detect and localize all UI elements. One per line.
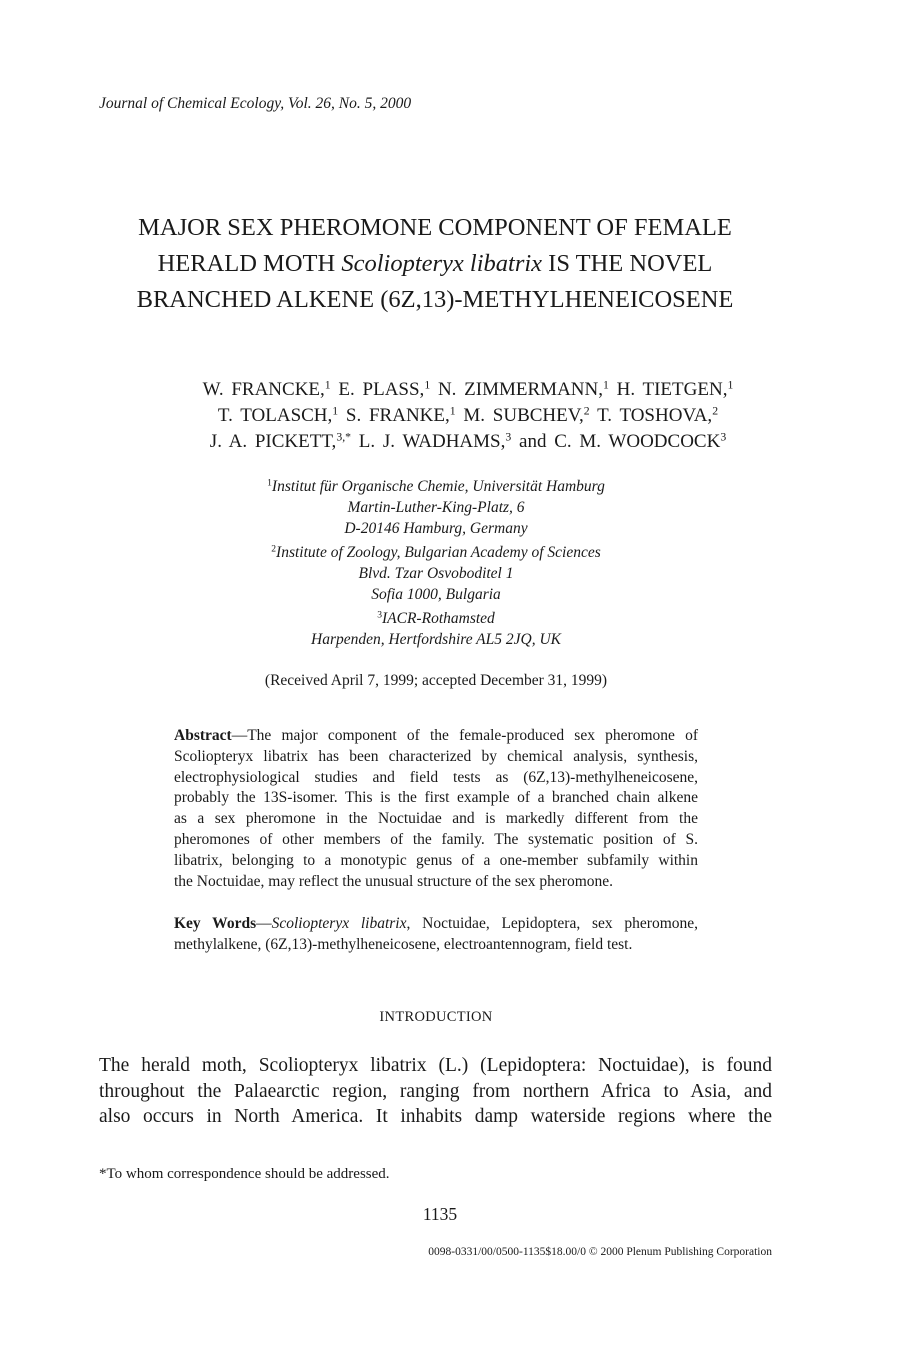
title-line-2: HERALD MOTH Scoliopteryx libatrix IS THE NOVEL — [157, 250, 713, 277]
intro-line: The herald moth, Scoliopteryx libatrix (L.) (Lepidoptera: Noctuidae), is found — [99, 1055, 772, 1076]
title-line-3: BRANCHED ALKENE (6Z,13)-METHYLHENEICOSENE — [136, 286, 734, 313]
author: T. TOSHOVA,$^2$ — [597, 404, 719, 426]
author-line-1 — [60, 377, 876, 403]
footnote: *To whom correspondence should be addressed. — [99, 1166, 390, 1182]
author: T. TOLASCH,$^1$ — [217, 404, 339, 426]
key-words-line: methylalkene, (6Z,13)-methylheneicosene, electroantennogram, field test. — [174, 936, 633, 953]
abstract-line: the Noctuidae, may reflect the unusual structure of the sex pheromone. — [174, 872, 614, 890]
author-line-3 — [60, 429, 876, 455]
key-words-line: Key Words—Scoliopteryx libatrix, Noctuidae, Lepidoptera, sex pheromone, — [174, 915, 699, 932]
intro-line: also occurs in North America. It inhabits damp waterside regions where the — [99, 1106, 772, 1127]
author: M. SUBCHEV,$^2$ — [463, 404, 590, 426]
author: J. A. PICKETT,$^{3,*}$ — [209, 430, 352, 452]
abstract-line: electrophysiological studies and field tests as (6Z,13)-methylheneicosene, — [174, 768, 698, 786]
author: E. PLASS,$^1$ — [338, 378, 431, 400]
author-line-2 — [60, 403, 876, 429]
affiliation-3: $^3$IACR-Rothamsted Harpenden, Hertfordshire AL5 2JQ, UK — [311, 609, 561, 648]
abstract — [174, 726, 698, 892]
affiliations — [136, 476, 736, 653]
title-line-1: MAJOR SEX PHEROMONE COMPONENT OF FEMALE — [138, 214, 732, 241]
journal-header: Journal of Chemical Ecology, Vol. 26, No. 5, 2000 — [99, 95, 412, 112]
key-words-label: Key Words — [174, 915, 257, 932]
introduction-text — [99, 1053, 772, 1130]
page-number: 1135 — [422, 1204, 458, 1224]
author: and C. M. WOODCOCK$^3$ — [519, 430, 727, 452]
abstract-line: pheromones of other members of the family. The systematic position of S. — [174, 830, 698, 848]
abstract-label: Abstract — [174, 727, 232, 744]
author: L. J. WADHAMS,$^3$ — [358, 430, 512, 452]
section-heading: INTRODUCTION — [379, 1009, 493, 1025]
key-words — [174, 913, 698, 955]
author: N. ZIMMERMANN,$^1$ — [437, 378, 609, 400]
paper-title — [60, 210, 810, 318]
abstract-line: libatrix, belonging to a monotypic genus of a one-member subfamily within — [174, 851, 698, 869]
species-name: Scoliopteryx libatrix — [341, 250, 543, 277]
affiliation-2: $^2$Institute of Zoology, Bulgarian Academy of Sciences Blvd. Tzar Osvoboditel 1 Sofia 1000, Bulgaria — [271, 543, 601, 603]
abstract-line: probably the 13S-isomer. This is the first example of a branched chain alkene — [174, 789, 698, 807]
author: S. FRANKE,$^1$ — [345, 404, 456, 426]
received-dates: (Received April 7, 1999; accepted December 31, 1999) — [264, 672, 608, 689]
abstract-line: as a sex pheromone in the Noctuidae and is markedly different from the — [174, 810, 698, 828]
author-list — [60, 377, 876, 455]
intro-line: throughout the Palaearctic region, ranging from northern Africa to Asia, and — [99, 1080, 772, 1102]
copyright-line: 0098-0331/00/0500-1135$18.00/0 © 2000 Plenum Publishing Corporation — [428, 1246, 772, 1258]
author: W. FRANCKE,$^1$ — [202, 378, 331, 400]
abstract-line: Scoliopteryx libatrix has been characterized by chemical analysis, synthesis, — [174, 747, 698, 765]
affiliation-1: $^1$Institut für Organische Chemie, Universität Hamburg Martin-Luther-King-Platz, 6 D-20146 Hamburg, Germany — [267, 477, 605, 537]
abstract-line: Abstract—The major component of the female-produced sex pheromone of — [174, 727, 698, 744]
author: H. TIETGEN,$^1$ — [616, 378, 734, 400]
